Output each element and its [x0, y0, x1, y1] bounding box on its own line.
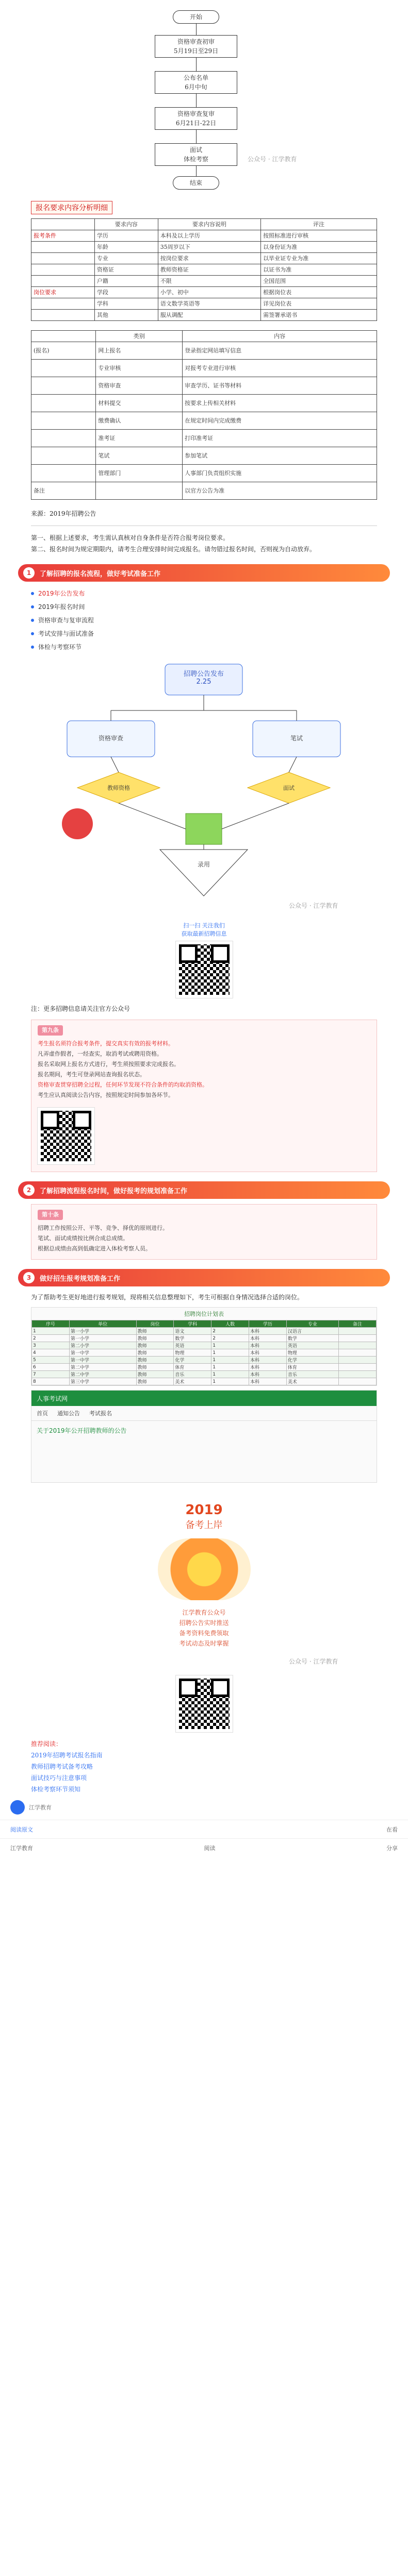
site-notice-link[interactable]: 关于2019年公开招聘教师的公告 — [37, 1427, 127, 1434]
flow-end: 结束 — [173, 176, 219, 190]
diagram-right-label: 笔试 — [290, 735, 303, 742]
diagram-right-diamond-label: 面试 — [283, 785, 295, 791]
reads-label: 阅读 — [204, 1844, 216, 1852]
list-item: 考试安排与面试准备 — [31, 627, 377, 640]
site-nav — [31, 1406, 377, 1421]
links-head: 推荐阅读： — [31, 1740, 62, 1748]
flow-step-interview: 面试 体检考察 — [155, 143, 237, 166]
qr-code[interactable] — [176, 1675, 233, 1732]
section-banner-3: 3 做好招生报考规划准备工作 — [18, 1269, 390, 1286]
table-row: 资格审查 审查学历、证书等材料 — [31, 377, 377, 395]
bullet-list — [0, 587, 408, 654]
table-row: 资格证 教师资格证 以证书为准 — [31, 264, 377, 276]
regulation-box-2 — [31, 1204, 377, 1260]
list-item: 2019年公告发布 — [31, 587, 377, 600]
author-name[interactable]: 江学教育 — [29, 1804, 52, 1811]
table-row: 笔试 参加笔试 — [31, 447, 377, 465]
process-diagram — [0, 654, 408, 922]
table-row: 报考条件 学历 本科及以上学历 按照标准进行审核 — [31, 230, 377, 242]
like-button[interactable]: 在看 — [386, 1826, 398, 1833]
paragraph: 第二、报名时间为规定期限内，请考生合理安排时间完成报名。请勿错过报名时间，否则视为自动放弃。 — [31, 546, 316, 553]
table-row: 8 第三中学 教师 美术 1 本科 美术 — [32, 1378, 377, 1385]
table-row: 4 第一中学 教师 物理 1 本科 物理 — [32, 1349, 377, 1357]
promo-section — [0, 1487, 408, 1672]
avatar — [10, 1800, 25, 1815]
table-row: 2 第一小学 教师 数学 2 本科 数学 — [32, 1335, 377, 1342]
promo-illustration — [158, 1538, 251, 1600]
regulation-line: 资格审查贯穿招聘全过程，任何环节发现不符合条件的均取消资格。 — [38, 1081, 208, 1088]
recommended-links — [0, 1738, 408, 1795]
site-tab-notice[interactable]: 通知公告 — [57, 1410, 80, 1417]
notice-text: 注：更多招聘信息请关注官方公众号 — [31, 1005, 130, 1012]
table-title: 报名要求内容分析明细 — [31, 201, 112, 214]
author-row — [0, 1795, 408, 1820]
table-row: 岗位要求 学段 小学、初中 根据岗位表 — [31, 287, 377, 298]
diagram-left-diamond-label: 教师资格 — [107, 785, 130, 791]
regulation-line: 报名采取网上报名方式进行，考生须按照要求完成报名。 — [38, 1061, 179, 1067]
qr-code[interactable] — [176, 941, 233, 998]
action-bar — [0, 1820, 408, 1838]
account-name[interactable]: 江学教育 — [10, 1844, 33, 1852]
process-table: 类别 内容 (报名) 网上报名 登录指定网站填写信息 专业审核 对报考专业进行审核 资格审查 审查学历、证书等材料 材料提交 按要求上传相关材料 缴费确认 在规定时间内完成缴费 准考证 打印准考证 笔试 参加笔试 管理部门 人事部门负责组织实施 备注 以官方公告为准 — [31, 330, 377, 500]
website-screenshot — [31, 1390, 377, 1483]
table-row: (报名) 网上报名 登录指定网站填写信息 — [31, 342, 377, 360]
table-row: 专业审核 对报考专业进行审核 — [31, 360, 377, 377]
regulation-line: 根据总成绩由高到低确定进入体检考察人员。 — [38, 1245, 151, 1252]
diagram-center-box — [186, 814, 222, 844]
table-row: 材料提交 按要求上传相关材料 — [31, 395, 377, 412]
promo-lines: 江学教育公众号 招聘公告实时推送 备考资料免费领取 考试动态及时掌握 — [179, 1609, 229, 1647]
section-banner-2: 2 了解招聘流程报名时间，做好报考的规划准备工作 — [18, 1181, 390, 1199]
link-item[interactable]: 体检考察环节须知 — [31, 1786, 81, 1793]
share-button[interactable]: 分享 — [386, 1844, 398, 1852]
flow-start: 开始 — [173, 10, 219, 24]
watermark: 公众号 · 江学教育 — [248, 156, 297, 163]
table-row: 6 第二中学 教师 体育 1 本科 体育 — [32, 1364, 377, 1371]
site-tab-home[interactable]: 首页 — [37, 1410, 48, 1417]
table-row: 1 第一小学 教师 语文 2 本科 汉语言 — [32, 1328, 377, 1335]
section-banner-1: 1 了解招聘的报名流程，做好考试准备工作 — [18, 564, 390, 582]
site-header: 人事考试网 — [31, 1391, 377, 1406]
qr-caption-sub: 获取最新招聘信息 — [181, 930, 227, 937]
link-item[interactable]: 面试技巧与注意事项 — [31, 1774, 87, 1782]
table-row: 准考证 打印准考证 — [31, 430, 377, 447]
grid-title: 招聘岗位计划表 — [184, 1311, 224, 1317]
table-row: 缴费确认 在规定时间内完成缴费 — [31, 412, 377, 430]
regulation-line: 报名期间，考生可登录网站查询报名状态。 — [38, 1071, 145, 1078]
diagram-bottom-label: 录用 — [197, 861, 210, 868]
table-row: 备注 以官方公告为准 — [31, 482, 377, 500]
list-item: 体检与考察环节 — [31, 640, 377, 654]
position-table-image — [31, 1307, 377, 1386]
watermark: 公众号 · 江学教育 — [289, 1658, 338, 1665]
list-item: 2019年报名时间 — [31, 600, 377, 614]
list-item: 资格审查与复审流程 — [31, 614, 377, 627]
diagram-bottom-triangle — [160, 850, 248, 896]
table-row: 5 第一中学 教师 化学 1 本科 化学 — [32, 1357, 377, 1364]
link-item[interactable]: 教师招聘考试备考攻略 — [31, 1763, 93, 1770]
regulation-box — [31, 1020, 377, 1172]
table-row: 专业 按岗位要求 以毕业证专业为准 — [31, 253, 377, 264]
flow-step-recheck: 资格审查复审 6月21日-22日 — [155, 107, 237, 130]
watermark: 公众号 · 江学教育 — [289, 902, 338, 909]
bottom-bar — [0, 1838, 408, 1857]
paragraph: 第一、根据上述要求，考生需认真核对自身条件是否符合报考岗位要求。 — [31, 534, 230, 541]
flow-step-publish: 公布名单 6月中旬 — [155, 71, 237, 94]
regulation-line: 考生应认真阅读公告内容，按照规定时间参加各环节。 — [38, 1092, 174, 1098]
table-row: 管理部门 人事部门负责组织实施 — [31, 465, 377, 482]
table-row: 7 第二中学 教师 音乐 1 本科 音乐 — [32, 1371, 377, 1378]
regulation-line: 招聘工作按照公开、平等、竞争、择优的原则进行。 — [38, 1225, 168, 1231]
qr-caption: 扫一扫 关注我们 — [183, 922, 225, 929]
table-row: 年龄 35周岁以下 以身份证为准 — [31, 242, 377, 253]
process-diagram-svg — [0, 654, 408, 922]
regulation-line: 笔试、面试成绩按比例合成总成绩。 — [38, 1235, 128, 1242]
requirements-table: 要求内容 要求内容说明 评注 报考条件 学历 本科及以上学历 按照标准进行审核 年龄 35周岁以下 以身份证为准 专业 按岗位要求 以毕业证专业为准 资格证 教师资格证 以证书为准 户籍 不限 全国范围 岗位要求 学段 小学、初中 根据岗位表 学科 语文数学英语等 详见岗位表 其他 服从调配 需签署承诺书 — [31, 218, 377, 321]
table-row: 户籍 不限 全国范围 — [31, 276, 377, 287]
promo-subtitle: 备考上岸 — [185, 1520, 223, 1531]
qr-code[interactable] — [38, 1108, 94, 1164]
table-row: 3 第二小学 教师 英语 1 本科 英语 — [32, 1342, 377, 1349]
regulation-head: 第十条 — [38, 1210, 63, 1220]
diagram-top-label: 招聘公告发布 2.25 — [183, 670, 224, 686]
read-original-button[interactable]: 阅读原文 — [10, 1826, 33, 1833]
requirements-section — [0, 196, 408, 500]
site-tab-register[interactable]: 考试报名 — [89, 1410, 112, 1417]
link-item[interactable]: 2019年招聘考试报名指南 — [31, 1752, 103, 1759]
position-table: 序号 单位 岗位 学科 人数 学历 专业 备注 1 第一小学 教师 语文 2 本科 汉语言 2 第一小学 教师 数学 2 本科 数学 3 第二小学 教师 英语 1 本科 英语 4 第一中学 教师 物理 1 本科 物理 5 第一中学 教师 化学 1 本科 化学 6 第二中学 教师 体育 1 本科 体育 7 第二中学 教师 音乐 1 本科 音乐 8 第三中学 教师 美术 1 本科 美术 — [31, 1320, 377, 1385]
regulation-head: 第九条 — [38, 1025, 63, 1036]
diagram-red-circle — [62, 808, 93, 839]
process-flowchart — [0, 0, 408, 196]
promo-title: 2019 — [185, 1502, 223, 1518]
flow-step-initial-review: 资格审查初审 5月19日至29日 — [155, 35, 237, 58]
paragraph: 为了帮助考生更好地进行报考规划，现将相关信息整理如下，考生可根据自身情况选择合适的岗位。 — [31, 1294, 304, 1301]
regulation-line: 凡弄虚作假者，一经查实，取消考试或聘用资格。 — [38, 1050, 162, 1057]
source-note: 来源：2019年招聘公告 — [31, 510, 96, 517]
diagram-left-label: 资格审查 — [98, 735, 123, 742]
regulation-line: 考生报名须符合报考条件，提交真实有效的报考材料。 — [38, 1040, 174, 1047]
table-row: 其他 服从调配 需签署承诺书 — [31, 310, 377, 321]
table-row: 学科 语文数学英语等 详见岗位表 — [31, 298, 377, 310]
